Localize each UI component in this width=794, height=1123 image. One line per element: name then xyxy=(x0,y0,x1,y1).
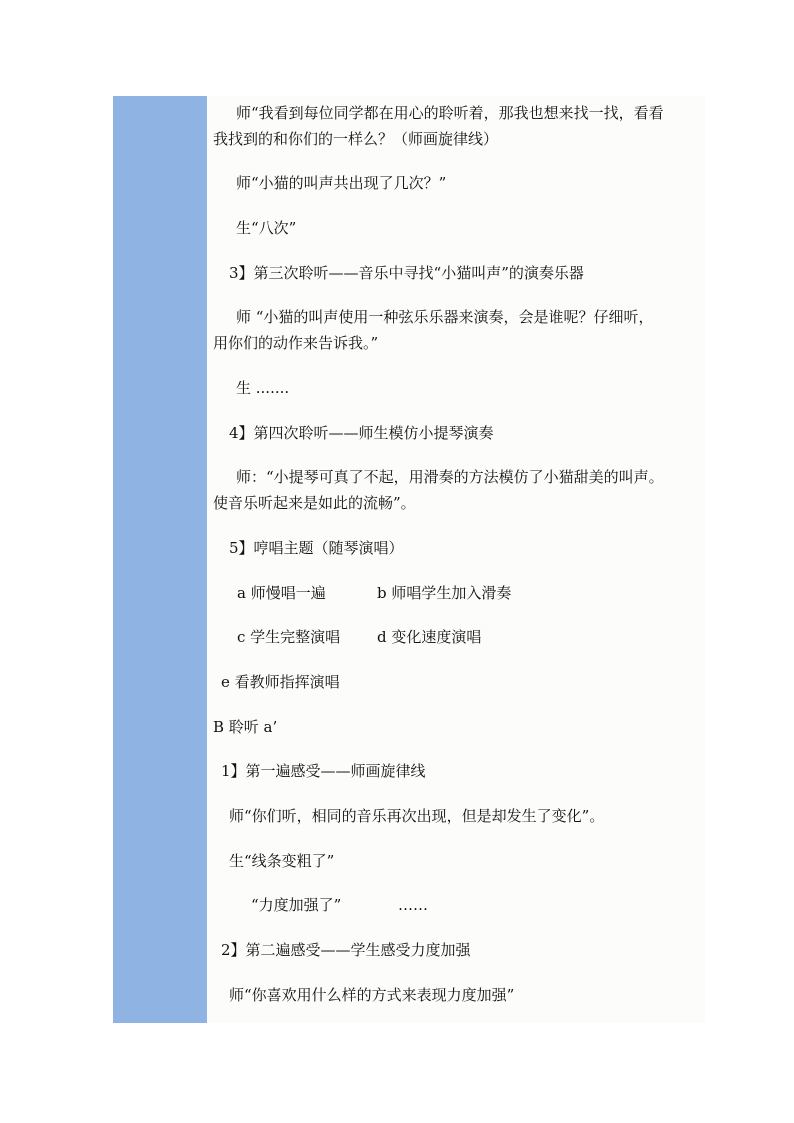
text-line: 师：“小提琴可真了不起，用滑奏的方法模仿了小猫甜美的叫声。 xyxy=(236,468,664,486)
text-line: 3】第三次聆听——音乐中寻找“小猫叫声”的演奏乐器 xyxy=(229,264,584,282)
text-line: 2】第二遍感受——学生感受力度加强 xyxy=(221,941,471,959)
text-line: e 看教师指挥演唱 xyxy=(221,673,340,691)
text-line: B 聆听 a’ xyxy=(213,718,278,736)
text-line: 师 “小猫的叫声使用一种弦乐乐器来演奏，会是谁呢？仔细听， xyxy=(236,308,654,326)
text-line: 我找到的和你们的一样么？（师画旋律线） xyxy=(213,130,499,148)
text-line: b 师唱学生加入滑奏 xyxy=(377,584,512,602)
text-line: 师“小猫的叫声共出现了几次？” xyxy=(236,174,447,192)
text-line: “力度加强了” xyxy=(251,896,342,914)
text-line: d 变化速度演唱 xyxy=(377,628,482,646)
text-line: 生“八次” xyxy=(236,219,297,237)
text-line: a 师慢唱一遍 xyxy=(237,584,326,602)
table-left-column xyxy=(113,96,207,1023)
text-line: 生 ....... xyxy=(236,379,290,397)
text-line: 用你们的动作来告诉我。” xyxy=(213,334,379,352)
text-line: 5】哼唱主题（随琴演唱） xyxy=(229,539,404,557)
text-line: 师“你们听，相同的音乐再次出现，但是却发生了变化”。 xyxy=(229,807,605,825)
text-line: 使音乐听起来是如此的流畅”。 xyxy=(213,494,416,512)
text-line: 师“你喜欢用什么样的方式来表现力度加强” xyxy=(229,986,515,1004)
text-line: 4】第四次聆听——师生模仿小提琴演奏 xyxy=(229,424,494,442)
text-line: …… xyxy=(398,896,428,914)
text-line: 生“线条变粗了” xyxy=(229,852,335,870)
text-line: c 学生完整演唱 xyxy=(237,628,341,646)
text-line: 师“我看到每位同学都在用心的聆听着，那我也想来找一找，看看 xyxy=(236,104,664,122)
text-line: 1】第一遍感受——师画旋律线 xyxy=(221,762,426,780)
